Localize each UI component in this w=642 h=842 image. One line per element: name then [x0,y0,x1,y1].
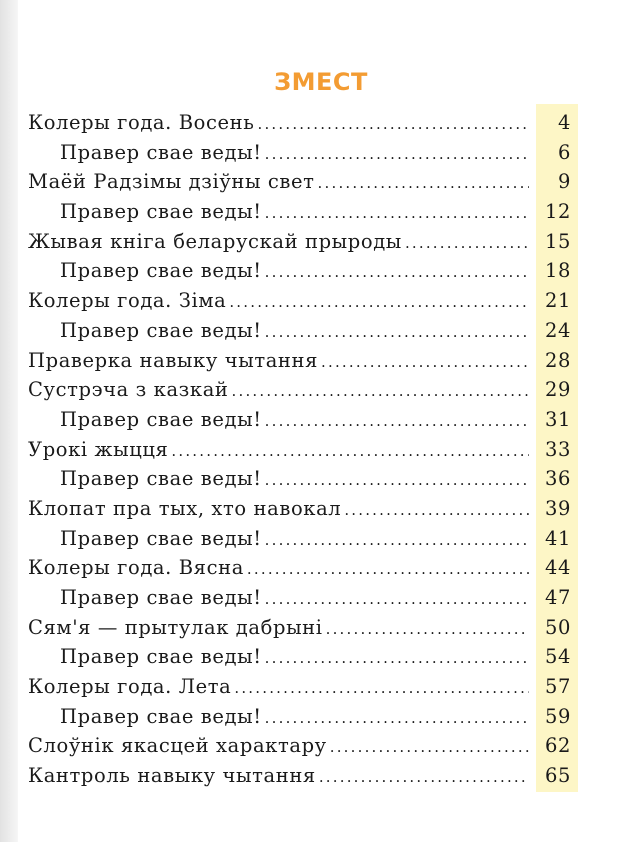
toc-page-number: 29 [544,378,571,402]
toc-entry[interactable] [28,672,575,702]
toc-entry-title: Урокі жыцця [28,437,169,461]
toc-subentry[interactable] [28,464,575,494]
dot-leader [265,704,529,734]
toc-entry-title: Сям'я — прытулак дабрыні [28,615,323,639]
toc-page-number: 12 [544,200,571,224]
toc-page-number: 9 [557,170,571,194]
dot-leader [265,407,529,437]
toc-page-number: 54 [544,645,571,669]
toc-entry[interactable] [28,375,575,405]
toc-subentry[interactable] [28,197,575,227]
toc-subentry[interactable] [28,316,575,346]
toc-entry-title: Правер свае веды! [60,704,262,728]
toc-page-number: 33 [544,437,571,461]
toc-page-number: 41 [544,526,571,550]
toc-entry[interactable] [28,227,575,257]
toc-page-number: 21 [544,289,571,313]
toc-entry-title: Правер свае веды! [60,200,262,224]
table-of-contents [28,108,575,791]
toc-entry[interactable] [28,553,575,583]
dot-leader [229,288,529,318]
toc-entry-title: Жывая кніга беларускай прыроды [28,229,402,253]
toc-entry[interactable] [28,731,575,761]
toc-page-number: 15 [544,229,571,253]
toc-page-number: 57 [544,675,571,699]
toc-entry-title: Правер свае веды! [60,645,262,669]
toc-entry-title: Правер свае веды! [60,259,262,283]
dot-leader [265,140,529,170]
page-gutter-shadow [0,0,18,842]
toc-page-number: 6 [557,140,571,164]
toc-entry[interactable] [28,167,575,197]
toc-subentry[interactable] [28,524,575,554]
dot-leader [326,615,529,645]
toc-page-number: 31 [544,407,571,431]
toc-page-number: 47 [544,586,571,609]
toc-page-number: 65 [544,764,571,788]
toc-entry[interactable] [28,435,575,465]
page-title: ЗМЕСТ [274,68,368,96]
toc-entry-title: Кантроль навыку чытання [28,764,316,788]
toc-page-number: 4 [557,111,571,134]
toc-entry[interactable] [28,286,575,316]
dot-leader [318,169,529,199]
toc-subentry[interactable] [28,702,575,732]
toc-page-number: 36 [544,467,571,491]
toc-entry-title: Правер свае веды! [60,467,262,491]
dot-leader [171,437,529,467]
dot-leader [232,377,529,407]
toc-entry-title: Колеры года. Вясна [28,556,244,580]
toc-subentry[interactable] [28,642,575,672]
dot-leader [265,644,529,674]
dot-leader [319,763,529,793]
dot-leader [344,496,529,526]
toc-entry-title: Колеры года. Лета [28,675,232,699]
toc-entry-title: Правер свае веды! [60,318,262,342]
toc-entry-title: Правер свае веды! [60,140,262,164]
dot-leader [265,585,529,615]
dot-leader [258,110,530,140]
dot-leader [321,348,529,378]
toc-page-number: 28 [544,348,571,372]
toc-entry[interactable] [28,613,575,643]
toc-page-number: 50 [544,615,571,639]
toc-entry-title: Маёй Радзімы дзіўны свет [28,170,315,194]
toc-entry-title: Слоўнік якасцей характару [28,734,327,758]
toc-subentry[interactable] [28,138,575,168]
toc-entry[interactable] [28,346,575,376]
toc-page-number: 18 [544,259,571,283]
toc-page-number: 44 [544,556,571,580]
toc-entry-title: Колеры года. Восень [28,111,255,134]
toc-subentry[interactable] [28,256,575,286]
dot-leader [265,466,529,496]
toc-entry-title: Праверка навыку чытання [28,348,319,372]
toc-page-number: 62 [544,734,571,758]
toc-subentry[interactable] [28,583,575,613]
toc-page-number: 24 [544,318,571,342]
dot-leader [330,733,529,763]
dot-leader [405,229,529,259]
toc-entry-title: Правер свае веды! [60,526,262,550]
toc-subentry[interactable] [28,405,575,435]
toc-page-number: 39 [544,496,571,520]
toc-page-number: 59 [544,704,571,728]
dot-leader [265,199,529,229]
dot-leader [265,526,529,556]
toc-entry[interactable] [28,108,575,138]
dot-leader [234,674,529,704]
dot-leader [265,318,529,348]
toc-entry[interactable] [28,761,575,791]
toc-entry-title: Клопат пра тых, хто навокал [28,496,342,520]
toc-entry-title: Правер свае веды! [60,407,262,431]
toc-entry-title: Правер свае веды! [60,586,262,609]
dot-leader [265,258,529,288]
toc-entry-title: Сустрэча з казкай [28,378,229,402]
dot-leader [247,555,529,585]
toc-entry-title: Колеры года. Зіма [28,289,227,313]
toc-entry[interactable] [28,494,575,524]
